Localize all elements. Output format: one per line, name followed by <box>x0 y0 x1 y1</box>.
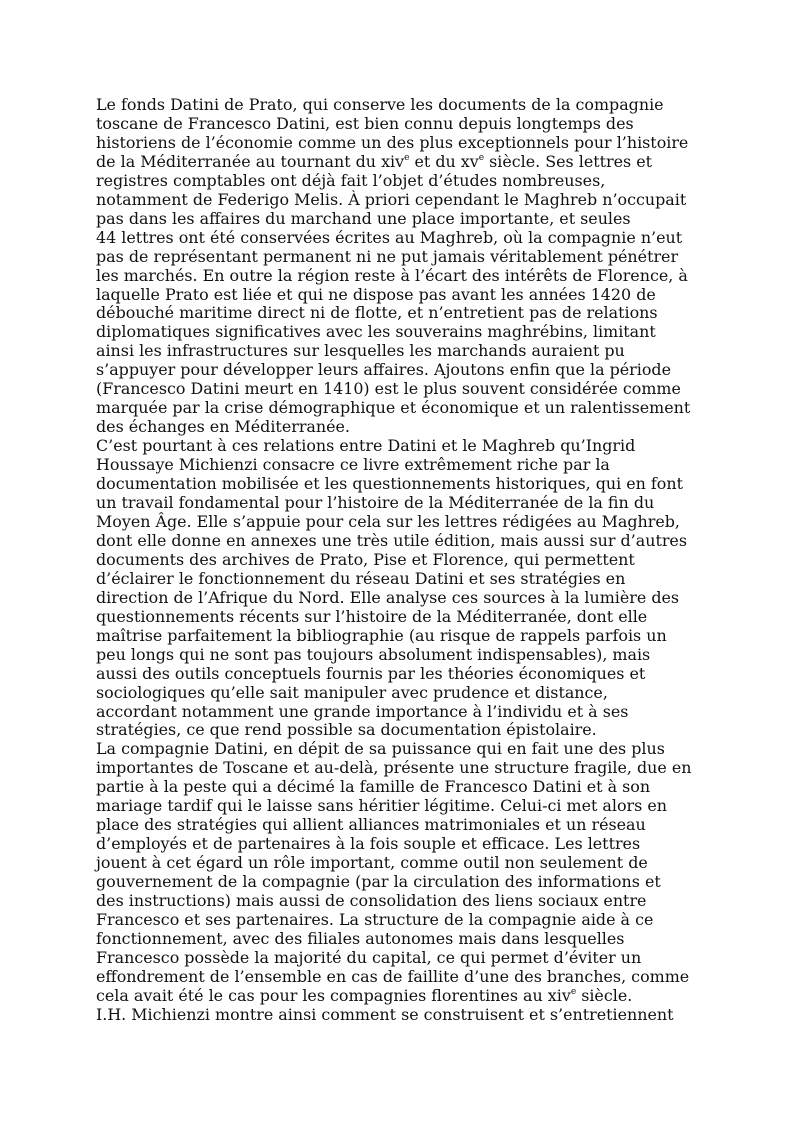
text-line: mariage tardif qui le laisse sans héritier légitime. Celui-ci met alors en <box>96 796 667 816</box>
text-line: importantes de Toscane et au-delà, présente une structure fragile, due en <box>96 758 692 778</box>
text-line: dont elle donne en annexes une très utile édition, mais aussi sur d’autres <box>96 530 687 550</box>
text-line: diplomatiques significatives avec les souverains maghrébins, limitant <box>96 322 656 342</box>
text-line: notamment de Federigo Melis. À priori cependant le Maghreb n’occupait <box>96 189 687 209</box>
text-line: peu longs qui ne sont pas toujours absolument indispensables), mais <box>96 644 651 664</box>
text-line: d’employés et de partenaires à la fois souple et efficace. Les lettres <box>96 834 641 854</box>
text-line: des échanges en Méditerranée. <box>96 417 350 437</box>
text-line: 44 lettres ont été conservées écrites au Maghreb, où la compagnie n’eut <box>96 227 683 247</box>
text-line: documentation mobilisée et les questionnements historiques, qui en font <box>96 474 683 494</box>
paragraph <box>96 437 706 740</box>
text-line: un travail fondamental pour l’histoire de la Méditerranée de la fin du <box>96 493 655 513</box>
text-line: Le fonds Datini de Prato, qui conserve les documents de la compagnie <box>96 95 664 114</box>
text-line: des instructions) mais aussi de consolidation des liens sociaux entre <box>96 891 647 911</box>
text-line: stratégies, ce que rend possible sa documentation épistolaire. <box>96 720 597 740</box>
text-line: d’éclairer le fonctionnement du réseau Datini et ses stratégies en <box>96 568 626 588</box>
text-line: pas dans les affaires du marchand une place importante, et seules <box>96 208 631 228</box>
text-line: effondrement de l’ensemble en cas de faillite d’une des branches, comme <box>96 966 690 986</box>
document-page <box>96 96 706 1025</box>
text-line: La compagnie Datini, en dépit de sa puissance qui en fait une des plus <box>96 739 665 759</box>
text-line: C’est pourtant à ces relations entre Datini et le Maghreb qu’Ingrid <box>96 436 636 456</box>
text-line: maîtrise parfaitement la bibliographie (au risque de rappels parfois un <box>96 625 667 645</box>
text-line: de la Méditerranée au tournant du xiv$^e$ et du $xv^e$ siècle. Ses lettres et <box>96 151 653 171</box>
text-line: les marchés. En outre la région reste à l’écart des intérêts de Florence, à <box>96 265 688 285</box>
text-line: s’appuyer pour développer leurs affaires. Ajoutons enfin que la période <box>96 360 671 380</box>
text-line: Francesco et ses partenaires. La structure de la compagnie aide à ce <box>96 909 654 929</box>
paragraph <box>96 1006 706 1025</box>
text-line: questionnements récents sur l’histoire de la Méditerranée, dont elle <box>96 606 648 626</box>
text-line: accordant notamment une grande importance à l’individu et à ses <box>96 701 629 721</box>
text-line: ainsi les infrastructures sur lesquelles les marchands auraient pu <box>96 341 625 361</box>
text-line: pas de représentant permanent ni ne put jamais véritablement pénétrer <box>96 246 679 266</box>
text-line: Houssaye Michienzi consacre ce livre extrêmement riche par la <box>96 455 610 475</box>
text-line: sociologiques qu’elle sait manipuler avec prudence et distance, <box>96 682 608 702</box>
text-line: fonctionnement, avec des filiales autonomes mais dans lesquelles <box>96 928 625 948</box>
text-line: gouvernement de la compagnie (par la circulation des informations et <box>96 872 661 892</box>
text-line: partie à la peste qui a décimé la famille de Francesco Datini et à son <box>96 777 651 797</box>
text-line: registres comptables ont déjà fait l’objet d’études nombreuses, <box>96 170 606 190</box>
text-line: laquelle Prato est liée et qui ne dispose pas avant les années 1420 de <box>96 284 656 304</box>
text-line: toscane de Francesco Datini, est bien connu depuis longtemps des <box>96 113 634 133</box>
text-line: I.H. Michienzi montre ainsi comment se construisent et s’entretiennent <box>96 1004 674 1024</box>
text-line: cela avait été le cas pour les compagnies florentines au xiv$^e$ siècle. <box>96 985 633 1005</box>
text-line: place des stratégies qui allient alliances matrimoniales et un réseau <box>96 815 646 835</box>
text-line: jouent à cet égard un rôle important, comme outil non seulement de <box>96 853 648 873</box>
paragraph <box>96 96 706 437</box>
text-line: (Francesco Datini meurt en 1410) est le plus souvent considérée comme <box>96 379 681 399</box>
text-line: Moyen Âge. Elle s’appuie pour cela sur les lettres rédigées au Maghreb, <box>96 511 680 531</box>
text-line: direction de l’Afrique du Nord. Elle analyse ces sources à la lumière des <box>96 587 680 607</box>
text-line: documents des archives de Prato, Pise et Florence, qui permettent <box>96 549 635 569</box>
text-line: Francesco possède la majorité du capital, ce qui permet d’éviter un <box>96 947 642 967</box>
paragraph <box>96 740 706 1005</box>
text-line: marquée par la crise démographique et économique et un ralentissement <box>96 398 691 418</box>
text-line: aussi des outils conceptuels fournis par les théories économiques et <box>96 663 646 683</box>
text-line: historiens de l’économie comme un des plus exceptionnels pour l’histoire <box>96 132 689 152</box>
text-line: débouché maritime direct ni de flotte, et n’entretient pas de relations <box>96 303 658 323</box>
